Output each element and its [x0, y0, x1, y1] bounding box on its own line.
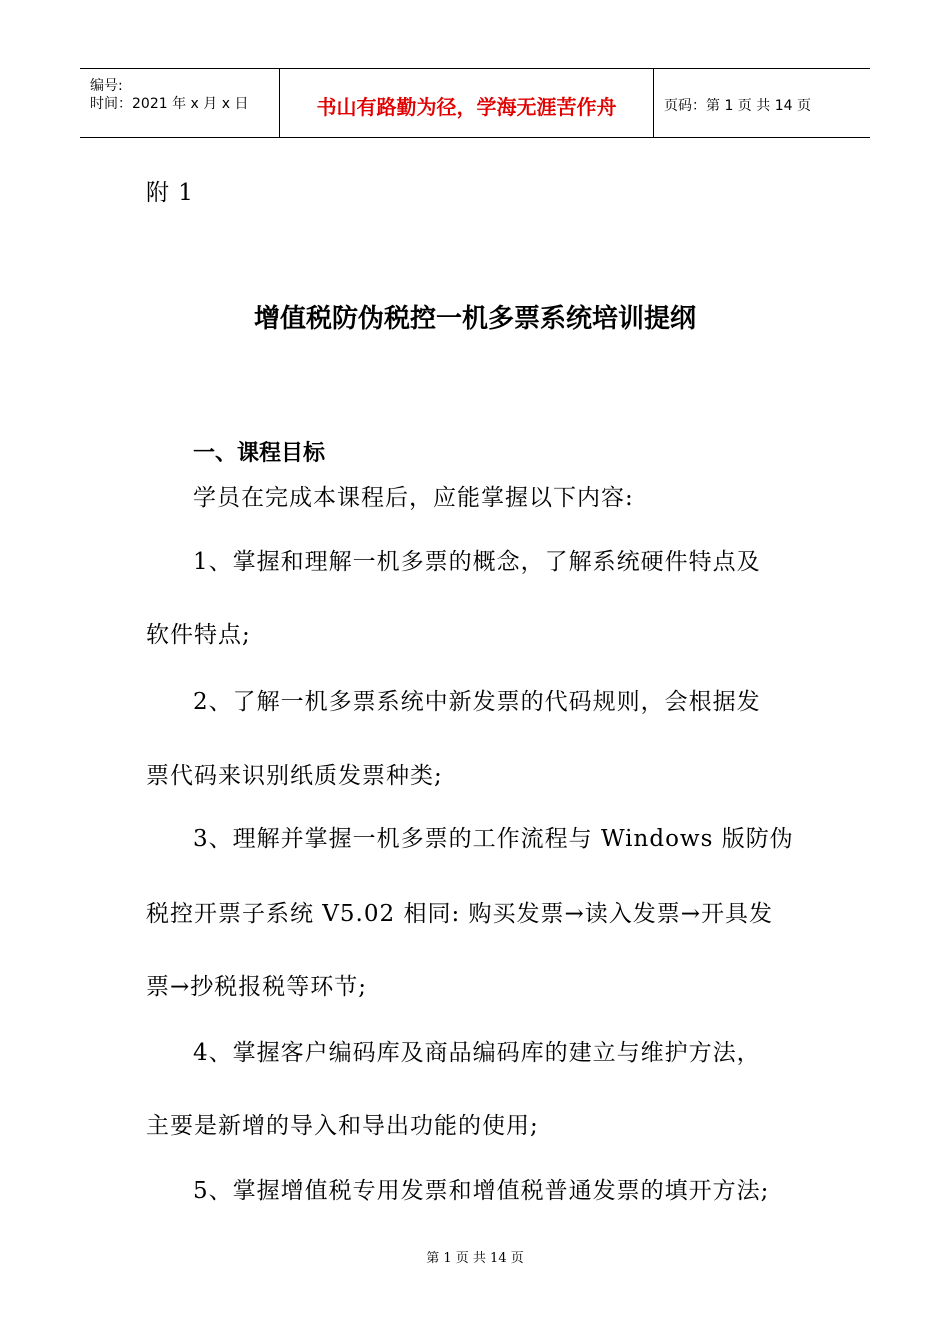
page-info: 页码：第 1 页 共 14 页	[664, 98, 811, 114]
appendix-label: 附 1	[146, 180, 194, 206]
header-meta-cell	[80, 69, 280, 137]
body-line: 5、掌握增值税专用发票和增值税普通发票的填开方法;	[193, 1178, 770, 1204]
body-line: 主要是新增的导入和导出功能的使用;	[146, 1113, 539, 1139]
motto-text: 书山有路勤为径，学海无涯苦作舟	[316, 95, 617, 119]
section-heading: 一、课程目标	[193, 441, 326, 466]
body-line: 2、了解一机多票系统中新发票的代码规则，会根据发	[193, 689, 761, 715]
body-line: 3、理解并掌握一机多票的工作流程与 Windows 版防伪	[193, 826, 794, 852]
body-line: 票→抄税报税等环节;	[146, 974, 368, 1000]
serial-label: 编号:	[90, 78, 123, 94]
page-footer: 第 1 页 共 14 页	[426, 1251, 524, 1266]
body-line: 1、掌握和理解一机多票的概念，了解系统硬件特点及	[193, 549, 761, 575]
date-label: 时间：2021 年 x 月 x 日	[90, 96, 249, 112]
body-line: 学员在完成本课程后，应能掌握以下内容:	[193, 485, 634, 511]
body-line: 税控开票子系统 V5.02 相同: 购买发票→读入发票→开具发	[146, 901, 774, 927]
document-title: 增值税防伪税控一机多票系统培训提纲	[253, 304, 696, 334]
body-line: 软件特点;	[146, 622, 251, 648]
header-page-cell	[654, 69, 870, 137]
body-line: 4、掌握客户编码库及商品编码库的建立与维护方法，	[193, 1040, 761, 1066]
header-motto-cell	[280, 69, 654, 137]
body-line: 票代码来识别纸质发票种类;	[146, 763, 443, 789]
page-header	[80, 68, 870, 138]
